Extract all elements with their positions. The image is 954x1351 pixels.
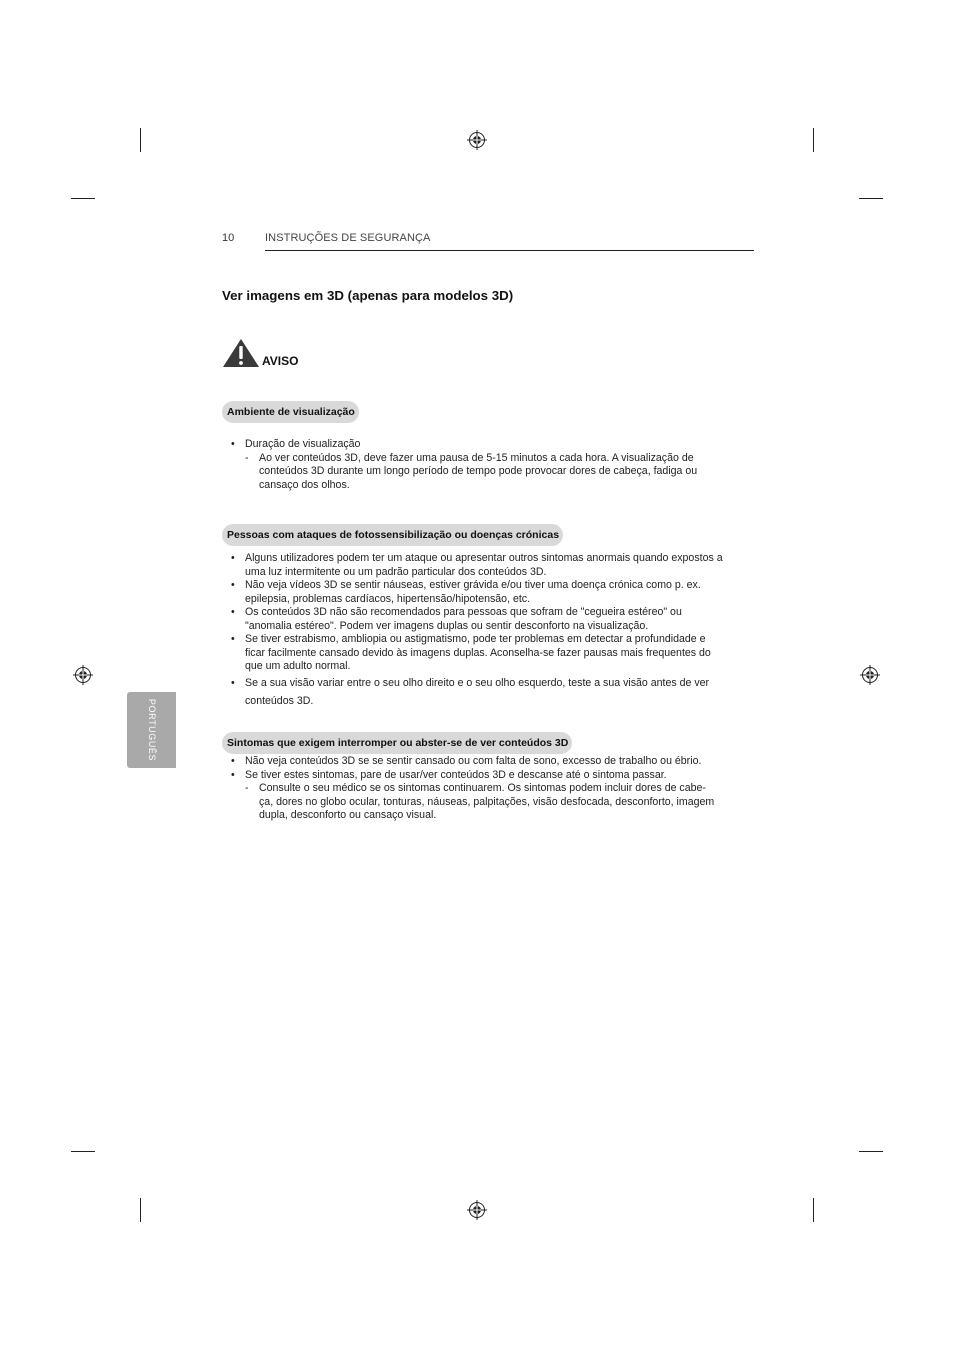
crop-mark [140,128,141,152]
list-item [222,674,757,710]
section-list [222,755,757,823]
registration-mark-icon [73,665,93,685]
crop-mark [859,1151,883,1152]
list-item: • Duração de visualização [222,438,757,452]
list-line: dupla, desconforto ou cansaço visual. [259,809,437,821]
list-line: conteúdos 3D. [245,694,314,707]
list-subitem [222,452,757,493]
crop-mark [71,1151,95,1152]
crop-mark [140,1198,141,1222]
list-line: conteúdos 3D durante um longo período de tempo pode provocar dores de cabeça, fadiga ou [259,465,698,477]
list-line: uma luz intermitente ou um padrão particular dos conteúdos 3D. [245,565,547,578]
warning-label: AVISO [262,354,299,368]
list-item: • Não veja conteúdos 3D se se sentir cansado ou com falta de sono, excesso de trabalho ou ébrio. [222,755,757,769]
crop-mark [71,198,95,199]
list-line: Se a sua visão variar entre o seu olho direito e o seu olho esquerdo, teste a sua visão antes de ver [245,676,710,689]
list-line: Não veja vídeos 3D se sentir náuseas, estiver grávida e/ou tiver uma doença crónica como p. ex. [245,579,701,591]
list-line: cansaço dos olhos. [259,478,350,491]
list-line: que um adulto normal. [245,660,351,672]
crop-mark [813,1198,814,1222]
registration-mark-icon [467,130,487,150]
page-number: 10 [222,232,235,244]
language-tab [127,692,176,768]
warning-block [222,336,298,368]
list-item [222,633,757,674]
header-divider [265,250,754,251]
list-line: Se tiver estrabismo, ambliopia ou astigmatismo, pode ter problemas em detectar a profundidade e [245,633,706,645]
section-heading: Pessoas com ataques de fotossensibilização ou doenças crónicas [222,524,563,546]
registration-mark-icon [467,1200,487,1220]
section-list [222,438,757,492]
list-line: Alguns utilizadores podem ter um ataque ou apresentar outros sintomas anormais quando expostos a [245,552,723,564]
list-subitem [222,782,757,823]
list-item [222,552,757,579]
list-line: ficar facilmente cansado devido às imagens duplas. Aconselha-se fazer pausas mais frequentes do [245,646,711,659]
crop-mark [813,128,814,152]
list-item [222,606,757,633]
page-title: Ver imagens em 3D (apenas para modelos 3D) [222,288,514,303]
list-item [222,579,757,606]
registration-mark-icon [860,665,880,685]
list-line: Os conteúdos 3D não são recomendados para pessoas que sofram de "cegueira estéreo" ou [245,606,682,618]
list-item: • Se tiver estes sintomas, pare de usar/ver conteúdos 3D e descanse até o sintoma passar. [222,769,757,783]
crop-mark [859,198,883,199]
running-header: INSTRUÇÕES DE SEGURANÇA [265,232,431,244]
list-line: Ao ver conteúdos 3D, deve fazer uma pausa de 5-15 minutos a cada hora. A visualização de [259,451,694,464]
warning-triangle-icon [222,338,260,368]
list-line: Consulte o seu médico se os sintomas continuarem. Os sintomas podem incluir dores de cabe- [259,782,706,794]
section-list [222,552,757,710]
list-line: epilepsia, problemas cardíacos, hipertensão/hipotensão, etc. [245,592,531,605]
list-line: ça, dores no globo ocular, tonturas, náuseas, palpitações, visão desfocada, desconforto, imagem [259,795,715,808]
section-heading: Ambiente de visualização [222,401,359,423]
section-heading: Sintomas que exigem interromper ou abster-se de ver conteúdos 3D [222,732,572,754]
language-tab-label: PORTUGUÊS [146,698,157,762]
list-line: "anomalia estéreo". Podem ver imagens duplas ou sentir desconforto na visualização. [245,619,649,632]
